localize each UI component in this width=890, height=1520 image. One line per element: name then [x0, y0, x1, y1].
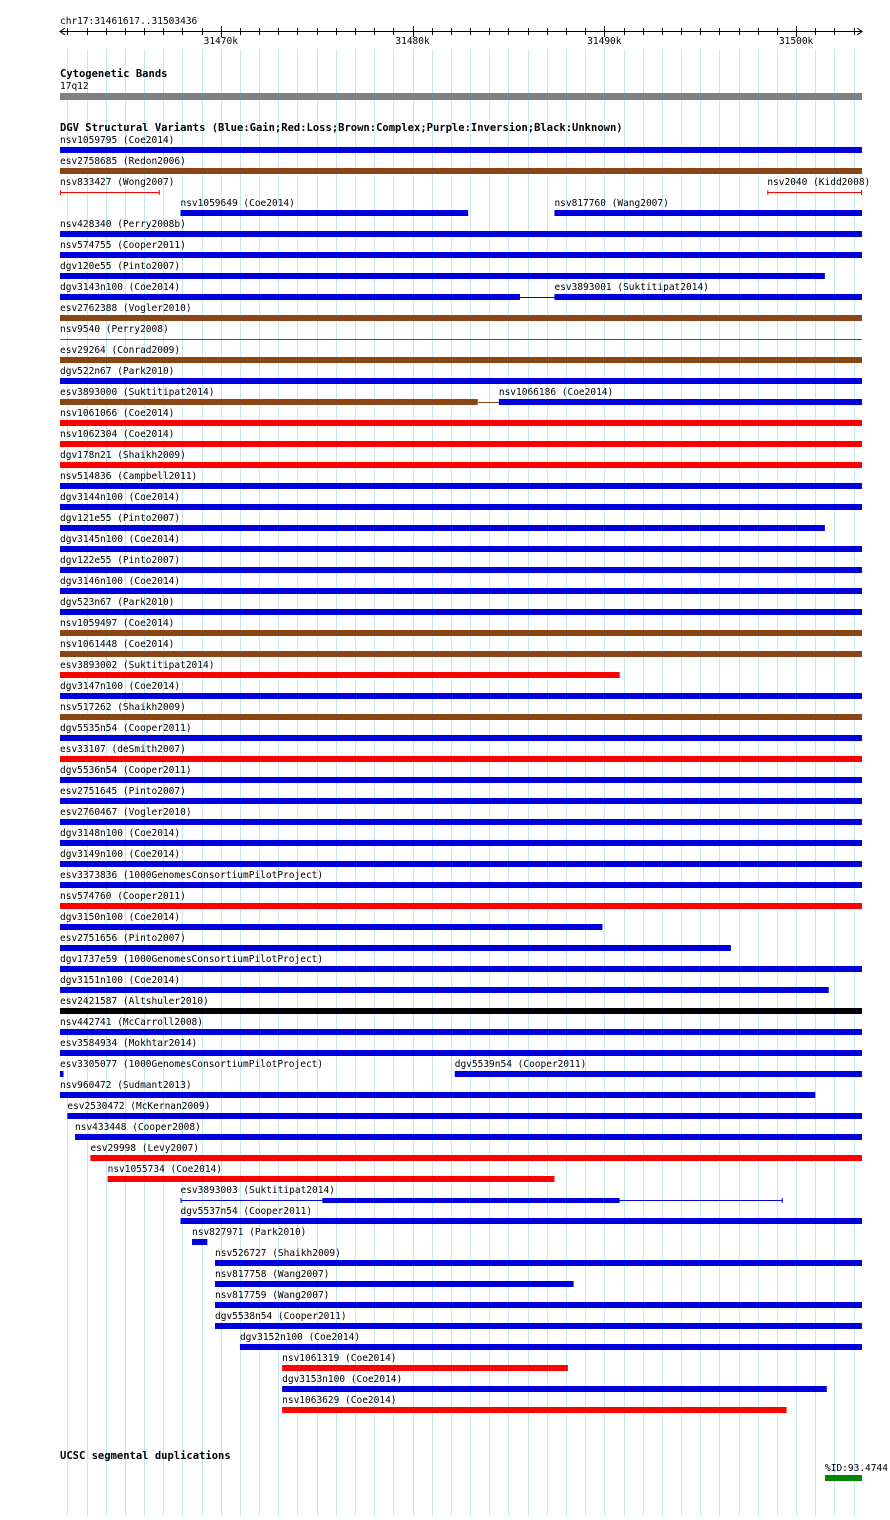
variant-label: esv2762388 (Vogler2010)	[60, 303, 192, 314]
variant-label: esv2751645 (Pinto2007)	[60, 786, 186, 797]
variant-feature[interactable]	[767, 177, 870, 195]
variant-bar	[67, 1113, 862, 1119]
variant-feature[interactable]	[90, 1143, 862, 1161]
variant-bar	[60, 567, 862, 573]
variant-bar	[60, 525, 825, 531]
segdup-feature-label: %ID:93.4744	[825, 1463, 888, 1474]
variant-feature[interactable]	[60, 534, 862, 552]
variant-feature[interactable]	[60, 219, 862, 237]
variant-bar	[180, 210, 468, 216]
variant-feature[interactable]	[60, 345, 862, 363]
variant-feature[interactable]	[282, 1395, 786, 1413]
variant-label: esv2758685 (Redon2006)	[60, 156, 186, 167]
variant-bar	[60, 231, 862, 237]
variant-bar	[60, 1008, 862, 1014]
variant-feature[interactable]	[60, 555, 862, 573]
variant-label: dgv121e55 (Pinto2007)	[60, 513, 181, 524]
variant-bar	[60, 924, 602, 930]
variant-feature[interactable]	[60, 177, 174, 195]
variant-label: nsv817760 (Wang2007)	[554, 198, 669, 209]
cytoband-17q12[interactable]	[60, 93, 862, 100]
variant-bar	[60, 756, 862, 762]
variant-label: nsv442741 (McCarroll2008)	[60, 1017, 203, 1028]
variant-feature[interactable]	[60, 765, 862, 783]
variant-feature[interactable]	[60, 450, 862, 468]
variant-bar	[554, 210, 862, 216]
variant-bar	[60, 315, 862, 321]
variant-label: dgv120e55 (Pinto2007)	[60, 261, 181, 272]
variant-label: esv33107 (deSmith2007)	[60, 744, 186, 755]
variant-feature[interactable]	[60, 282, 862, 300]
variant-feature[interactable]	[60, 135, 862, 153]
variant-bar	[60, 609, 862, 615]
variant-bar	[60, 441, 862, 447]
variant-bar	[192, 1239, 207, 1245]
variant-label: dgv3146n100 (Coe2014)	[60, 576, 181, 587]
variant-label: dgv178n21 (Shaikh2009)	[60, 450, 186, 461]
variant-label: esv29264 (Conrad2009)	[60, 345, 181, 356]
variant-bar	[215, 1302, 862, 1308]
variant-label: dgv122e55 (Pinto2007)	[60, 555, 181, 566]
variant-bar	[282, 1386, 827, 1392]
variant-label: nsv433448 (Cooper2008)	[75, 1122, 201, 1133]
variant-bar	[282, 1407, 786, 1413]
variant-bar	[554, 294, 862, 300]
variant-bar	[215, 1281, 574, 1287]
variant-feature[interactable]	[455, 1059, 862, 1077]
variant-bar	[75, 1134, 862, 1140]
variant-bar	[60, 798, 862, 804]
variant-bar	[60, 714, 862, 720]
variant-bar	[180, 1218, 862, 1224]
variant-label: esv3893000 (Suktitipat2014)	[60, 387, 215, 398]
variant-feature[interactable]	[60, 1059, 323, 1077]
variant-feature[interactable]	[60, 954, 862, 972]
variant-feature[interactable]	[60, 303, 862, 321]
variant-feature[interactable]	[60, 261, 825, 279]
variant-bar	[60, 882, 862, 888]
variant-label: nsv1059795 (Coe2014)	[60, 135, 175, 146]
variant-label: dgv5538n54 (Cooper2011)	[215, 1311, 347, 1322]
variant-bar	[60, 546, 862, 552]
variant-feature[interactable]	[60, 702, 862, 720]
variant-label: nsv827971 (Park2010)	[192, 1227, 307, 1238]
ruler-tick-label: 31470k	[203, 36, 238, 47]
variant-feature[interactable]	[60, 807, 862, 825]
variant-feature[interactable]	[60, 1080, 815, 1098]
variant-label: dgv5539n54 (Cooper2011)	[454, 1059, 587, 1070]
variant-bar	[60, 504, 862, 510]
variant-label: dgv523n67 (Park2010)	[60, 597, 175, 608]
variant-label: nsv833427 (Wong2007)	[60, 177, 175, 188]
variant-feature[interactable]	[60, 471, 862, 489]
variant-label: esv3893003 (Suktitipat2014)	[180, 1185, 335, 1196]
variant-feature[interactable]	[282, 1374, 827, 1392]
variant-bar	[215, 1323, 862, 1329]
variant-bar	[60, 462, 862, 468]
variant-feature[interactable]	[180, 198, 468, 216]
variant-feature[interactable]	[60, 492, 862, 510]
variant-feature[interactable]	[282, 1353, 568, 1371]
variant-feature[interactable]	[60, 240, 862, 258]
variant-feature[interactable]	[60, 597, 862, 615]
variant-label: nsv817758 (Wang2007)	[215, 1269, 330, 1280]
variant-bar	[60, 147, 862, 153]
variant-bar	[60, 357, 862, 363]
dgv-variant-track	[60, 135, 870, 1413]
variant-label: nsv1062304 (Coe2014)	[60, 429, 175, 440]
variant-label: dgv1737e59 (1000GenomesConsortiumPilotProject)	[60, 954, 324, 965]
variant-bar	[60, 1029, 862, 1035]
variant-label: dgv5536n54 (Cooper2011)	[60, 765, 192, 776]
variant-label: nsv428340 (Perry2008b)	[60, 219, 186, 230]
variant-label: nsv1059649 (Coe2014)	[180, 198, 295, 209]
variant-feature[interactable]	[67, 1101, 862, 1119]
variant-bar	[60, 273, 825, 279]
variant-feature[interactable]	[60, 639, 862, 657]
dgv-track-title: DGV Structural Variants (Blue:Gain;Red:Loss;Brown:Complex;Purple:Inversion;Black:Unknown)	[60, 122, 623, 134]
variant-feature[interactable]	[60, 870, 862, 888]
variant-feature[interactable]	[60, 723, 862, 741]
variant-bar	[60, 903, 862, 909]
variant-bar	[60, 630, 862, 636]
variant-bar	[60, 252, 862, 258]
variant-label: dgv3144n100 (Coe2014)	[60, 492, 181, 503]
variant-label: nsv1059497 (Coe2014)	[60, 618, 175, 629]
variant-feature[interactable]	[60, 366, 862, 384]
variant-feature[interactable]	[108, 1164, 555, 1182]
variant-feature[interactable]	[215, 1311, 862, 1329]
variant-label: nsv517262 (Shaikh2009)	[60, 702, 186, 713]
variant-label: nsv526727 (Shaikh2009)	[215, 1248, 341, 1259]
segdup-track-title: UCSC segmental duplications	[60, 1450, 231, 1462]
variant-label: dgv522n67 (Park2010)	[60, 366, 175, 377]
variant-bar	[60, 966, 862, 972]
variant-bar	[60, 777, 862, 783]
cytoband-label: 17q12	[60, 81, 89, 92]
variant-feature[interactable]	[60, 828, 862, 846]
variant-label: esv3893001 (Suktitipat2014)	[554, 282, 709, 293]
variant-bar	[240, 1344, 862, 1350]
variant-label: dgv5537n54 (Cooper2011)	[180, 1206, 313, 1217]
variant-label: esv2751656 (Pinto2007)	[60, 933, 186, 944]
variant-label: nsv1061319 (Coe2014)	[282, 1353, 397, 1364]
variant-label: dgv3148n100 (Coe2014)	[60, 828, 181, 839]
variant-label: dgv5535n54 (Cooper2011)	[60, 723, 192, 734]
variant-label: nsv9540 (Perry2008)	[60, 324, 169, 335]
variant-bar	[60, 819, 862, 825]
location-label: chr17:31461617..31503436	[60, 16, 198, 27]
variant-label: dgv3145n100 (Coe2014)	[60, 534, 181, 545]
variant-label: dgv3149n100 (Coe2014)	[60, 849, 181, 860]
variant-bar	[60, 168, 862, 174]
variant-feature[interactable]	[60, 513, 825, 531]
variant-label: nsv1066186 (Coe2014)	[498, 387, 614, 398]
variant-feature[interactable]	[215, 1269, 574, 1287]
variant-feature[interactable]	[60, 933, 731, 951]
variant-label: dgv3150n100 (Coe2014)	[60, 912, 181, 923]
cytoband-track-title: Cytogenetic Bands	[60, 68, 168, 80]
variant-feature[interactable]	[60, 891, 862, 909]
variant-feature[interactable]	[60, 576, 862, 594]
variant-feature[interactable]	[60, 849, 862, 867]
variant-bar	[60, 693, 862, 699]
variant-bar	[108, 1176, 555, 1182]
variant-label: nsv817759 (Wang2007)	[215, 1290, 330, 1301]
variant-label: nsv1055734 (Coe2014)	[107, 1164, 223, 1175]
variant-label: nsv574755 (Cooper2011)	[60, 240, 186, 251]
variant-bar	[60, 672, 620, 678]
variant-bar	[90, 1155, 862, 1161]
variant-feature[interactable]	[60, 1017, 862, 1035]
variant-label: esv2421587 (Altshuler2010)	[60, 996, 209, 1007]
variant-label: nsv1061448 (Coe2014)	[60, 639, 175, 650]
variant-feature[interactable]	[499, 387, 862, 405]
variant-feature[interactable]	[60, 660, 620, 678]
ruler-tick-label: 31480k	[395, 36, 430, 47]
variant-label: esv3373836 (1000GenomesConsortiumPilotProject)	[60, 870, 324, 881]
segdup-feature[interactable]	[825, 1475, 862, 1481]
ruler-tick-label: 31490k	[587, 36, 622, 47]
variant-bar	[215, 1260, 862, 1266]
variant-feature[interactable]	[60, 324, 862, 340]
variant-feature[interactable]	[60, 912, 602, 930]
variant-feature[interactable]	[60, 618, 862, 636]
variant-label: nsv960472 (Sudmant2013)	[60, 1080, 192, 1091]
variant-label: dgv3152n100 (Coe2014)	[239, 1332, 361, 1343]
variant-label: nsv1061066 (Coe2014)	[60, 408, 175, 419]
variant-bar	[322, 1198, 619, 1203]
variant-label: esv3584934 (Mokhtar2014)	[60, 1038, 198, 1049]
variant-bar	[60, 378, 862, 384]
variant-bar	[60, 399, 478, 405]
variant-feature[interactable]	[192, 1227, 306, 1245]
variant-label: esv3305077 (1000GenomesConsortiumPilotProject)	[60, 1059, 324, 1070]
variant-label: esv2530472 (McKernan2009)	[67, 1101, 211, 1112]
variant-feature[interactable]	[75, 1122, 862, 1140]
variant-bar	[60, 861, 862, 867]
variant-feature[interactable]	[60, 744, 862, 762]
variant-label: dgv3153n100 (Coe2014)	[282, 1374, 403, 1385]
variant-feature[interactable]	[60, 408, 862, 426]
variant-bar	[499, 399, 862, 405]
variant-label: esv3893002 (Suktitipat2014)	[60, 660, 215, 671]
variant-bar	[60, 651, 862, 657]
variant-bar	[60, 588, 862, 594]
variant-label: nsv2040 (Kidd2008)	[767, 177, 871, 188]
variant-label: dgv3151n100 (Coe2014)	[60, 975, 181, 986]
variant-feature[interactable]	[180, 1185, 782, 1203]
variant-bar	[60, 1050, 862, 1056]
variant-bar	[282, 1365, 568, 1371]
variant-feature[interactable]	[60, 681, 862, 699]
variant-feature[interactable]	[215, 1290, 862, 1308]
variant-label: nsv574760 (Cooper2011)	[60, 891, 186, 902]
variant-feature[interactable]	[60, 975, 829, 993]
variant-bar	[60, 1092, 815, 1098]
variant-feature[interactable]	[60, 996, 862, 1014]
variant-label: dgv3143n100 (Coe2014)	[60, 282, 181, 293]
variant-feature[interactable]	[215, 1248, 862, 1266]
variant-bar	[60, 483, 862, 489]
variant-feature[interactable]	[240, 1332, 862, 1350]
variant-bar	[60, 420, 862, 426]
variant-bar	[60, 1071, 64, 1077]
variant-label: esv29998 (Levy2007)	[90, 1143, 200, 1154]
variant-feature[interactable]	[60, 156, 862, 174]
variant-bar	[60, 945, 731, 951]
variant-feature[interactable]	[60, 1038, 862, 1056]
variant-label: esv2760467 (Vogler2010)	[60, 807, 192, 818]
variant-bar	[60, 840, 862, 846]
variant-label: dgv3147n100 (Coe2014)	[60, 681, 181, 692]
variant-bar	[60, 735, 862, 741]
variant-feature[interactable]	[180, 1206, 862, 1224]
variant-feature[interactable]	[60, 429, 862, 447]
ruler[interactable]	[60, 26, 862, 47]
variant-bar	[455, 1071, 862, 1077]
variant-bar	[60, 987, 829, 993]
variant-label: nsv1063629 (Coe2014)	[282, 1395, 397, 1406]
variant-feature[interactable]	[60, 786, 862, 804]
ruler-tick-label: 31500k	[778, 36, 814, 47]
variant-label: nsv514836 (Campbell2011)	[60, 471, 198, 482]
